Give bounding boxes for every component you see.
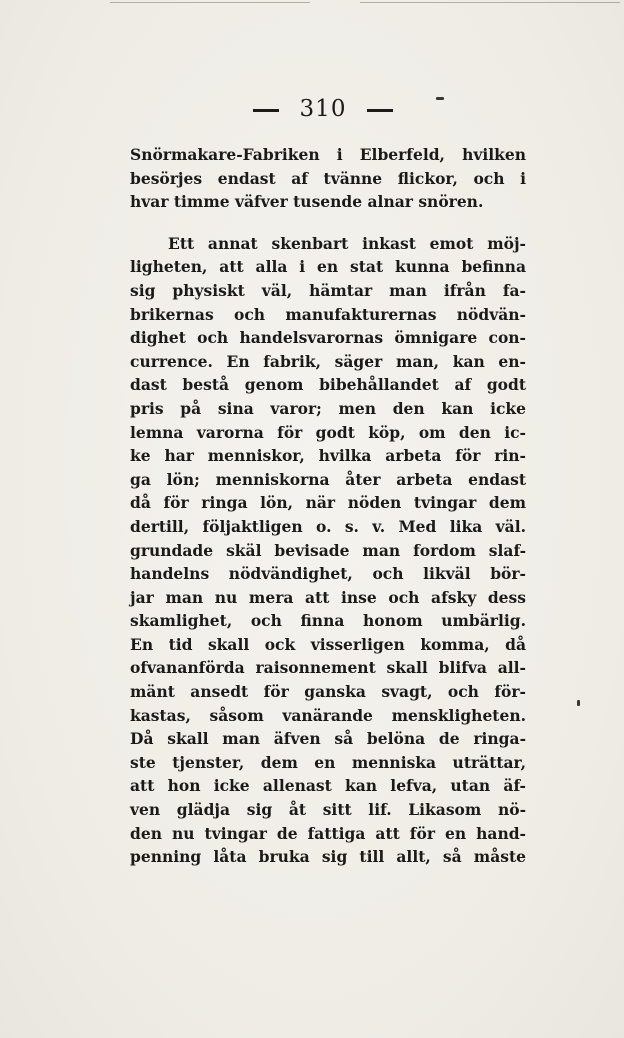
text-line: dast bestå genom bibehållandet af godt — [130, 375, 526, 395]
text-line: Snörmakare-Fabriken i Elberfeld, hvilken — [130, 145, 526, 164]
text-line: penning låta bruka sig till allt, så måste — [130, 847, 526, 867]
header-dash-right — [367, 109, 393, 112]
text-line: ven glädja sig åt sitt lif. Likasom nö- — [130, 800, 526, 820]
text-line: Då skall man äfven så belöna de ringa- — [130, 729, 526, 749]
text-line: besörjes endast af tvänne flickor, och i — [130, 168, 526, 188]
text-line: mänt ansedt för ganska svagt, och för- — [130, 682, 526, 702]
paragraph-1 — [130, 143, 526, 214]
text-line: handelns nödvändighet, och likväl bör- — [130, 564, 526, 584]
text-line: pris på sina varor; men den kan icke — [130, 398, 526, 418]
paragraph-2 — [130, 232, 526, 869]
top-edge-rule — [110, 2, 310, 3]
text-line: grundade skäl bevisade man fordom slaf- — [130, 540, 526, 560]
text-line: ste tjenster, dem en menniska uträttar, — [130, 752, 526, 772]
text-line: den nu tvingar de fattiga att för en hand- — [130, 823, 526, 843]
text-line: currence. En fabrik, säger man, kan en- — [130, 351, 526, 371]
body-text — [130, 143, 526, 869]
page-number: 310 — [299, 96, 347, 122]
text-line: En tid skall ock visserligen komma, då — [130, 634, 526, 654]
header-dash-left — [253, 109, 279, 112]
text-line: Ett annat skenbart inkast emot möj- — [168, 233, 526, 253]
text-line: lemna varorna för godt köp, om den ic- — [130, 422, 526, 442]
text-line: ga lön; menniskorna åter arbeta endast — [130, 469, 526, 489]
paragraph-gap — [130, 214, 526, 232]
text-line: ofvananförda raisonnement skall blifva all- — [130, 658, 526, 678]
text-line: då för ringa lön, när nöden tvingar dem — [130, 493, 526, 513]
text-line: dertill, följaktligen o. s. v. Med lika väl. — [130, 516, 526, 536]
text-line: sig physiskt väl, hämtar man ifrån fa- — [130, 280, 526, 300]
text-line: ke har menniskor, hvilka arbeta för rin- — [130, 446, 526, 466]
text-line: jar man nu mera att inse och afsky dess — [130, 587, 526, 607]
page-header — [0, 96, 624, 122]
top-edge-rule — [360, 2, 620, 3]
text-line: att hon icke allenast kan lefva, utan äf- — [130, 776, 526, 796]
ink-speck — [577, 700, 580, 706]
text-line: brikernas och manufakturernas nödvän- — [130, 304, 526, 324]
text-line: kastas, såsom vanärande menskligheten. — [130, 705, 526, 725]
text-line: hvar timme väfver tusende alnar snören. — [130, 192, 484, 212]
text-line: dighet och handelsvarornas ömnigare con- — [130, 328, 526, 348]
text-line: skamlighet, och finna honom umbärlig. — [130, 611, 526, 631]
ink-speck — [436, 97, 444, 100]
text-line: ligheten, att alla i en stat kunna befinna — [130, 257, 526, 277]
